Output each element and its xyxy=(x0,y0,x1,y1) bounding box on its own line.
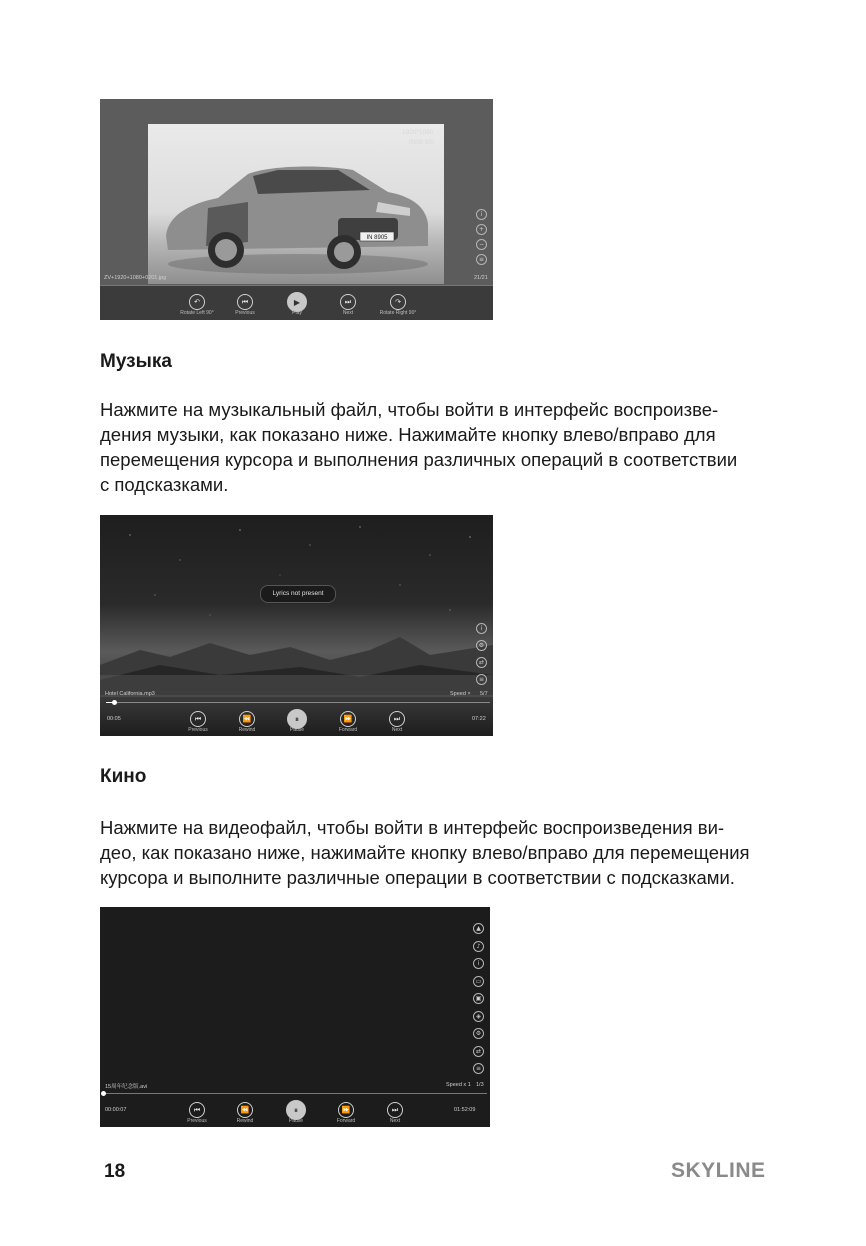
control-label: Forward xyxy=(336,1118,356,1124)
list-icon[interactable]: ≡ xyxy=(473,1063,484,1074)
previous-button[interactable] xyxy=(237,294,253,310)
car-illustration xyxy=(148,124,444,284)
subtitle-icon[interactable]: ▭ xyxy=(473,976,484,987)
next-icon: ⏭ xyxy=(391,1106,399,1114)
music-total: 07:22 xyxy=(472,716,486,722)
previous-button[interactable] xyxy=(189,1102,205,1118)
pause-button[interactable] xyxy=(286,1100,306,1120)
lyrics-message-box xyxy=(260,585,336,603)
forward-button[interactable] xyxy=(338,1102,354,1118)
info-icon[interactable]: i xyxy=(476,209,487,220)
music-heading: Музыка xyxy=(100,351,172,372)
rewind-icon: ⏪ xyxy=(242,715,252,723)
video-filename: 15周年纪念版.avi xyxy=(105,1084,148,1090)
info-icon[interactable]: i xyxy=(473,958,484,969)
next-button[interactable] xyxy=(387,1102,403,1118)
forward-button[interactable] xyxy=(340,711,356,727)
audio-track-icon[interactable]: ♪ xyxy=(473,941,484,952)
picture-mode-icon[interactable]: ▲ xyxy=(473,923,484,934)
music-filename: Hotel California.mp3 xyxy=(105,691,155,697)
control-label: Rewind xyxy=(236,1118,254,1124)
music-paragraph-line: дения музыки, как показано ниже. Нажимайте кнопку влево/вправо для xyxy=(100,424,716,445)
photo-filename: ZV+1920+1080+0201.jpg xyxy=(104,275,167,281)
music-player-screenshot xyxy=(100,515,493,736)
photo-image xyxy=(148,124,444,284)
forward-icon: ⏩ xyxy=(343,715,353,723)
video-progress-track[interactable] xyxy=(103,1093,487,1094)
pause-icon: ⏸ xyxy=(294,1106,298,1115)
previous-icon: ⏮ xyxy=(193,1106,201,1114)
video-elapsed: 00:00:07 xyxy=(105,1107,127,1113)
previous-button[interactable] xyxy=(190,711,206,727)
pause-button[interactable] xyxy=(287,709,307,729)
rewind-button[interactable] xyxy=(237,1102,253,1118)
list-icon[interactable]: ≡ xyxy=(476,674,487,685)
zoom-in-icon[interactable]: + xyxy=(476,224,487,235)
control-label: Next xyxy=(389,1118,401,1124)
settings-icon[interactable]: ⚙ xyxy=(476,640,487,651)
next-button[interactable] xyxy=(389,711,405,727)
music-paragraph-line: Нажмите на музыкальный файл, чтобы войти в интерфейс воспроизве- xyxy=(100,399,719,420)
photo-counter: 21/21 xyxy=(474,275,488,281)
list-icon[interactable]: ≡ xyxy=(476,254,487,265)
control-label: Rotate Right 90° xyxy=(379,310,417,316)
previous-icon: ⏮ xyxy=(194,715,202,723)
resolution-text: 1920*1080 xyxy=(402,129,434,136)
forward-icon: ⏩ xyxy=(341,1106,351,1114)
rewind-button[interactable] xyxy=(239,711,255,727)
video-progress-handle[interactable] xyxy=(101,1091,106,1096)
format-text: RGB 8/0 xyxy=(409,139,434,146)
play-icon: ▶ xyxy=(293,298,301,307)
repeat-icon[interactable]: ⇄ xyxy=(476,657,487,668)
music-paragraph-line: перемещения курсора и выполнения различных операций в соответствии xyxy=(100,449,738,470)
control-label: Pause xyxy=(289,727,305,733)
movie-paragraph-line: Нажмите на видеофайл, чтобы войти в интерфейс воспроизведения ви- xyxy=(100,817,725,838)
video-total: 01:52:09 xyxy=(454,1107,476,1113)
brand-logo: SKYLINE xyxy=(671,1159,766,1182)
music-track-counter: 5/7 xyxy=(480,691,488,697)
video-player-screenshot xyxy=(100,907,490,1127)
pause-icon: ⏸ xyxy=(295,715,299,724)
rotate-right-button[interactable] xyxy=(390,294,406,310)
lyrics-message: Lyrics not present xyxy=(272,590,324,597)
next-icon: ⏭ xyxy=(393,715,401,723)
control-label: Play xyxy=(292,310,302,316)
music-elapsed: 00:05 xyxy=(107,716,121,722)
movie-paragraph-line: део, как показано ниже, нажимайте кнопку влево/вправо для перемещения xyxy=(100,842,750,863)
control-label: Pause xyxy=(288,1118,304,1124)
music-paragraph-line: с подсказками. xyxy=(100,474,229,495)
control-label: Next xyxy=(391,727,403,733)
control-label: Next xyxy=(342,310,354,316)
video-track-counter: 1/3 xyxy=(476,1082,484,1088)
page-number: 18 xyxy=(104,1161,126,1182)
photo-viewer-screenshot xyxy=(100,99,493,320)
control-label: Previous xyxy=(235,310,255,316)
aspect-ratio-icon[interactable]: ▣ xyxy=(473,993,484,1004)
next-button[interactable] xyxy=(340,294,356,310)
repeat-icon[interactable]: ⇄ xyxy=(473,1046,484,1057)
control-label: Rotate Left 90° xyxy=(180,310,214,316)
settings-icon[interactable]: ⚙ xyxy=(473,1028,484,1039)
play-button[interactable] xyxy=(287,292,307,312)
rewind-icon: ⏪ xyxy=(240,1106,250,1114)
previous-icon: ⏮ xyxy=(241,298,249,306)
rotate-left-icon: ↶ xyxy=(194,298,200,306)
rotate-right-icon: ↷ xyxy=(395,298,401,306)
video-speed: Speed x 1 xyxy=(446,1082,471,1088)
zoom-out-icon[interactable]: − xyxy=(476,239,487,250)
rotate-left-button[interactable] xyxy=(189,294,205,310)
plate-text: IN 8905 xyxy=(366,235,388,241)
info-icon[interactable]: i xyxy=(476,623,487,634)
movie-paragraph xyxy=(100,815,750,890)
control-label: Previous xyxy=(187,1118,207,1124)
music-progress-track[interactable] xyxy=(106,702,490,703)
music-paragraph xyxy=(100,397,737,497)
control-label: Previous xyxy=(188,727,208,733)
music-speed: Speed × xyxy=(450,691,471,697)
3d-icon[interactable]: ◈ xyxy=(473,1011,484,1022)
next-icon: ⏭ xyxy=(344,298,352,306)
control-label: Forward xyxy=(338,727,358,733)
control-label: Rewind xyxy=(238,727,256,733)
movie-paragraph-line: курсора и выполните различные операции в соответствии с подсказками. xyxy=(100,867,735,888)
movie-heading: Кино xyxy=(100,766,147,787)
music-progress-handle[interactable] xyxy=(112,700,117,705)
